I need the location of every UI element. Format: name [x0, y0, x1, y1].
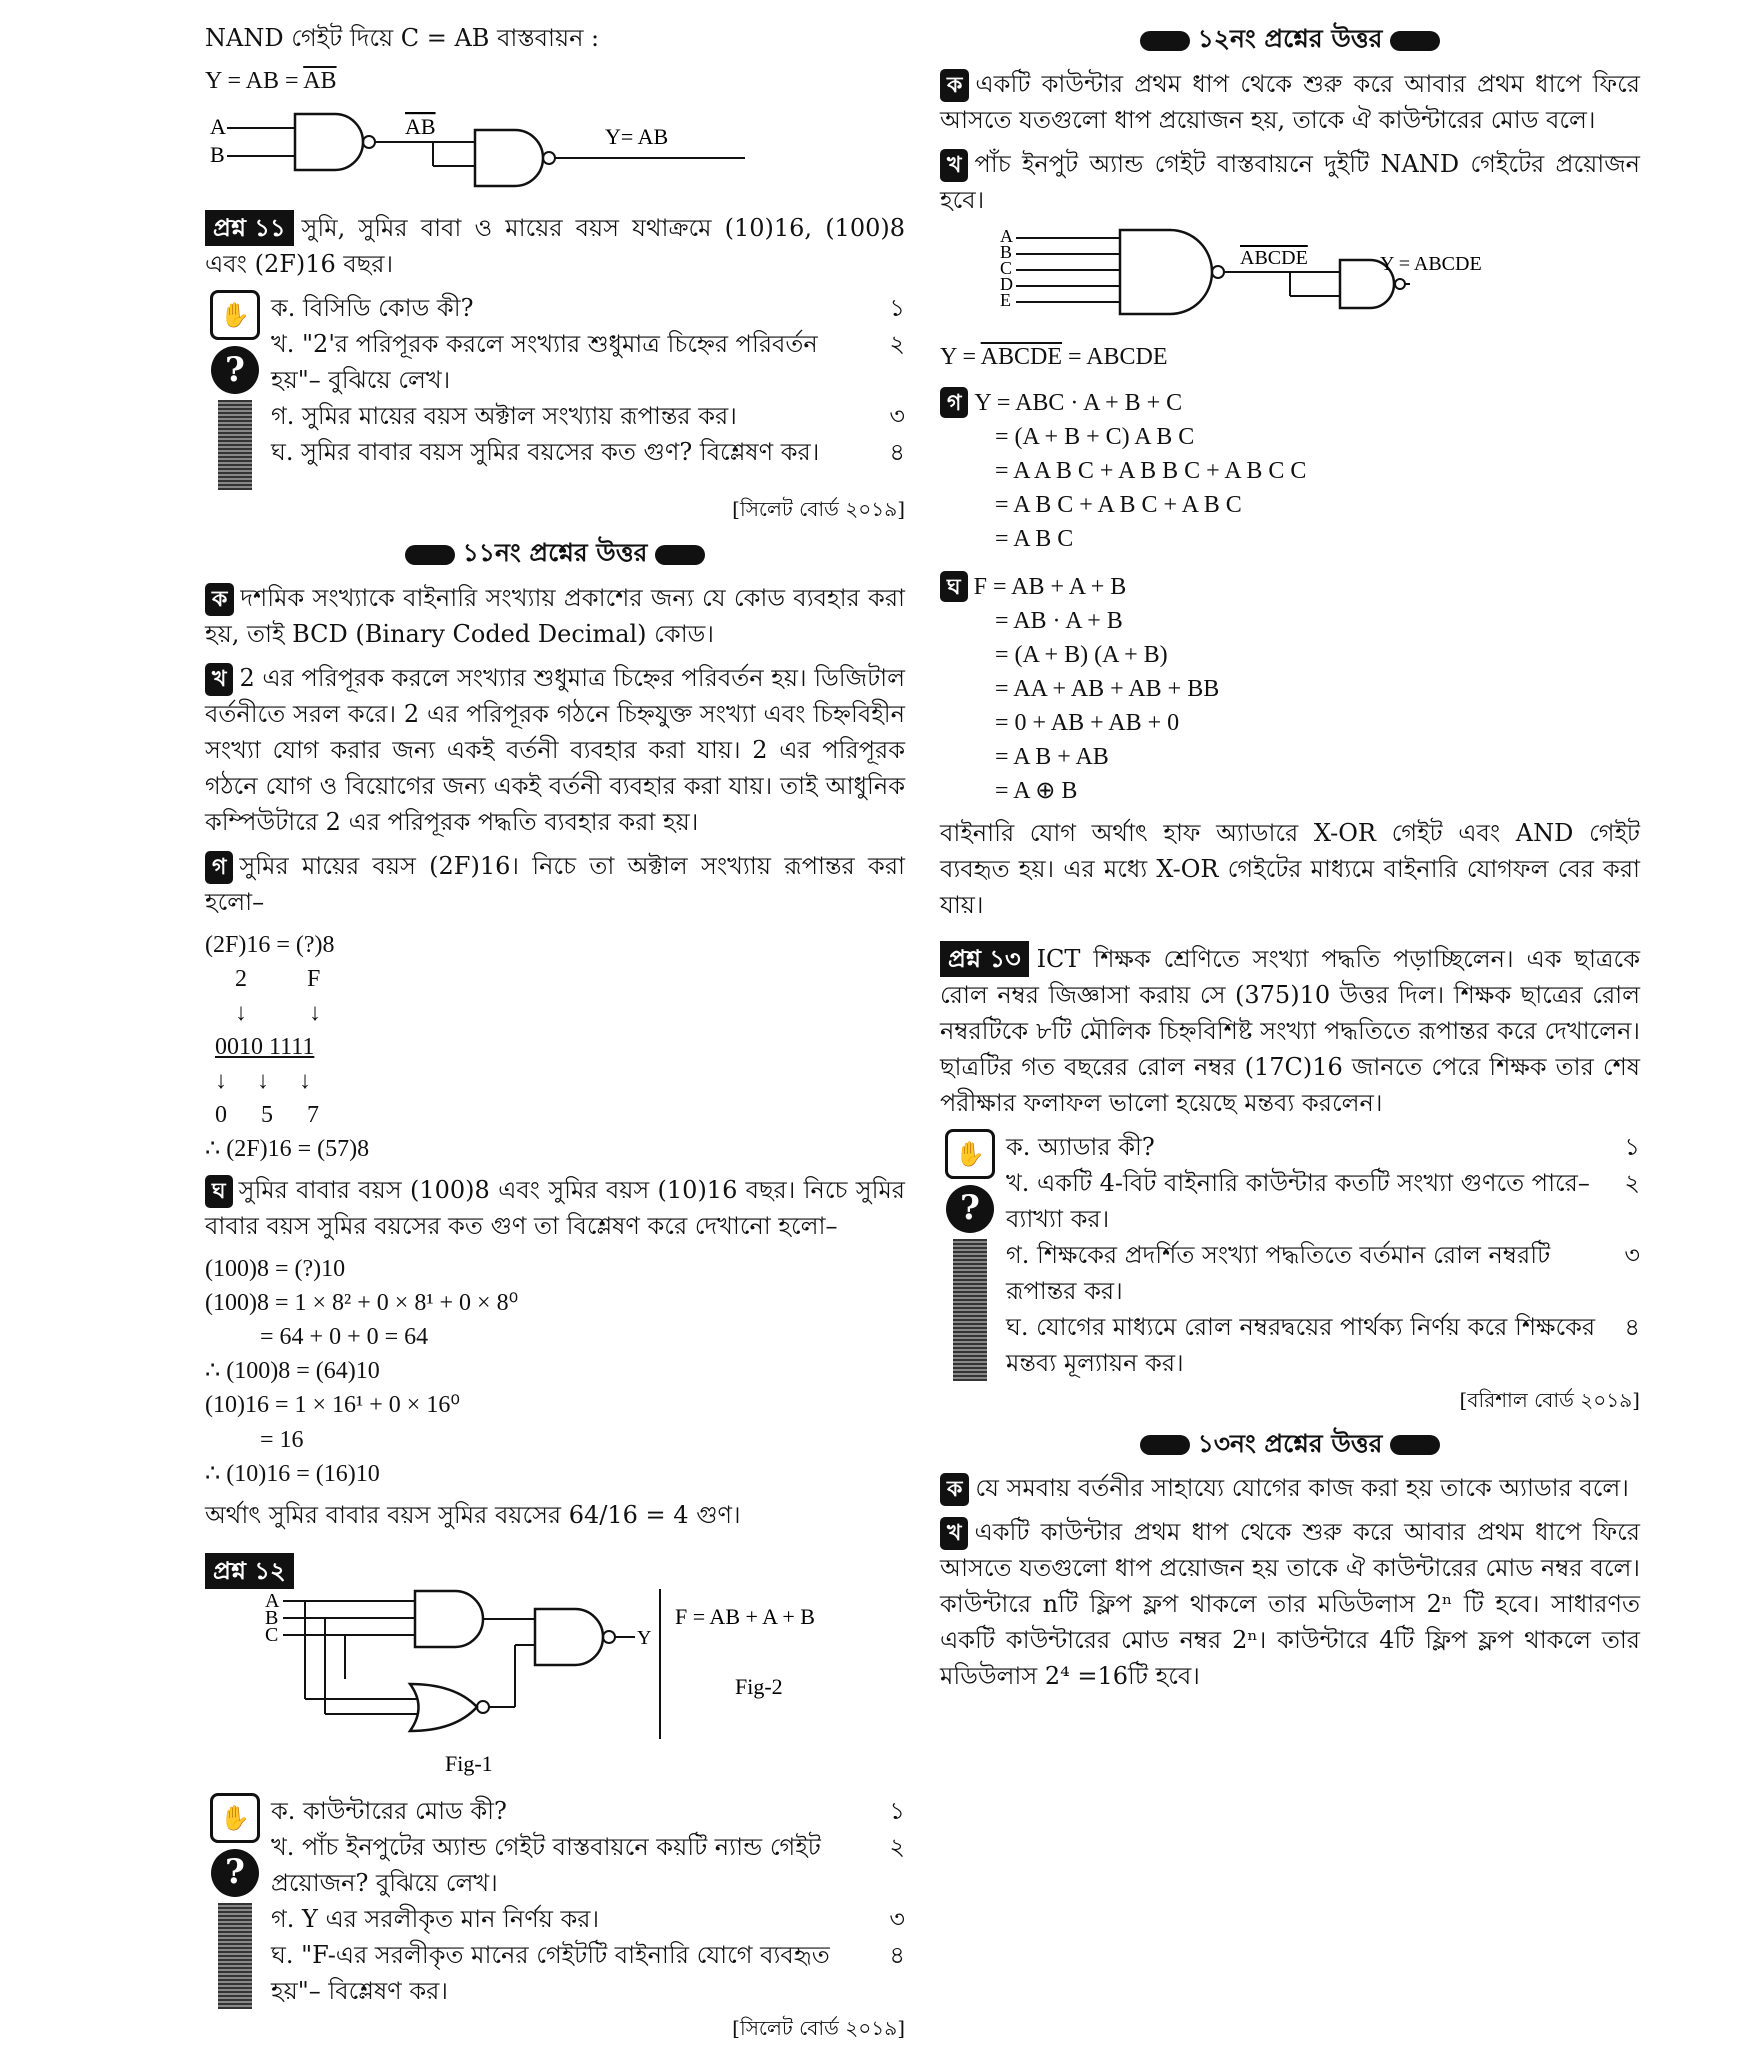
nand-title: NAND গেইট দিয়ে C = AB বাস্তবায়ন :	[205, 24, 600, 52]
a11-ga-conversion: (2F)16 = (?)8 2 F ↓ ↓ 0010 1111 ↓ ↓ ↓ 0 5 7 ∴ (2F)16 = (57)8	[205, 931, 370, 1163]
question-item	[271, 1829, 905, 1901]
intermediate-label: AB	[405, 114, 436, 140]
question-item-text: ঘ. যোগের মাধ্যমে রোল নম্বরদ্বয়ের পার্থক্য নির্ণয় করে শিক্ষকের মন্তব্য মূল্যায়ন কর।	[1006, 1312, 1596, 1377]
q12-fig2-label: Fig-2	[735, 1673, 783, 1699]
question-item	[271, 1901, 905, 1937]
question-item-marks: ১	[889, 1796, 905, 1825]
question-item-text: খ. পাঁচ ইনপুটের অ্যান্ড গেইট বাস্তবায়নে কয়টি ন্যান্ড গেইট প্রয়োজন? বুঝিয়ে লেখ।	[271, 1832, 821, 1897]
question-item-marks: ১	[1624, 1132, 1640, 1161]
input-e-label: E	[1000, 289, 1011, 310]
q13-items	[1006, 1129, 1640, 1381]
a12-ga: গ Y = ABC · A + B + C = (A + B + C) A B C = A A B C + A B B C + A B C C = A B C + A B C + A B C = A B C	[940, 386, 1640, 556]
question-item-marks: ৪	[1624, 1312, 1640, 1341]
q12-nand-gate	[535, 1609, 603, 1665]
question-item	[271, 1937, 905, 2009]
math-line: = 16	[260, 1426, 304, 1453]
nand-gate-1	[295, 114, 363, 170]
q11-stem: সুমি, সুমির বাবা ও মায়ের বয়স যথাক্রমে (10)16, (100)8 এবং (2F)16 বছর।	[205, 214, 905, 279]
question-item	[1006, 1129, 1640, 1165]
input-a-label: A	[210, 114, 226, 140]
question-item	[1006, 1309, 1640, 1381]
question-item-marks: ২	[889, 330, 905, 359]
creative-question-icon: ✋ ?	[205, 290, 265, 490]
q12-nor-gate	[410, 1684, 477, 1731]
question-item-marks: ২	[889, 1832, 905, 1861]
answer-12-heading: ১২নং প্রশ্নের উত্তর	[940, 20, 1640, 58]
q12-output-y: Y	[637, 1626, 652, 1649]
question-item-marks: ৩	[889, 402, 905, 431]
q13-board: [বরিশাল বোর্ড ২০১৯]	[1459, 1387, 1640, 1412]
math-line: = 64 + 0 + 0 = 64	[260, 1324, 429, 1351]
math-line: ∴ (10)16 = (16)10	[205, 1460, 380, 1487]
creative-question-icon: ✋ ?	[940, 1129, 1000, 1381]
question-item-text: ঘ. "F-এর সরলীকৃত মানের গেইটটি বাইনারি যোগে ব্যবহৃত হয়"– বিশ্লেষণ কর।	[271, 1940, 830, 2005]
q12-input-c: C	[265, 1623, 279, 1646]
q13-label: প্রশ্ন ১৩	[940, 941, 1029, 977]
question-item-marks: ৪	[889, 438, 905, 467]
output-label: Y = ABCDE	[1380, 252, 1482, 275]
a11-ga: গ সুমির মায়ের বয়স (2F)16। নিচে তা অক্টাল সংখ্যায় রূপান্তর করা হলো–	[205, 851, 905, 916]
q12-and-gate	[415, 1591, 483, 1647]
question-item-text: ক. কাউন্টারের মোড কী?	[271, 1796, 507, 1825]
a12-gha-end: বাইনারি যোগ অর্থাৎ হাফ অ্যাডারে X-OR গেইট এবং AND গেইট ব্যবহৃত হয়। এর মধ্যে X-OR গেইটের মাধ্যমে বাইনারি যোগফল বের করা যায়।	[940, 818, 1640, 919]
output-label: Y= AB	[605, 124, 669, 150]
five-input-and-diagram	[940, 226, 1500, 326]
question-item-text: খ. "2'র পরিপূরক করলে সংখ্যার শুধুমাত্র চিহ্নের পরিবর্তন হয়"– বুঝিয়ে লেখ।	[271, 330, 818, 395]
q12-circuit-diagram	[205, 1589, 885, 1779]
question-item-text: গ. শিক্ষকের প্রদর্শিত সংখ্যা পদ্ধতিতে বর্তমান রোল নম্বরটি রূপান্তর কর।	[1006, 1240, 1551, 1305]
a12-ka: ক একটি কাউন্টার প্রথম ধাপ থেকে শুরু করে আবার প্রথম ধাপে ফিরে আসতে যতগুলো ধাপ প্রয়োজন হয়, তাকে ঐ কাউন্টারের মোড বলে।	[940, 69, 1640, 134]
question-item	[1006, 1237, 1640, 1309]
nand-gate-1	[1120, 230, 1212, 314]
input-b-label: B	[1000, 241, 1013, 262]
a11-gha: ঘ সুমির বাবার বয়স (100)8 এবং সুমির বয়স (10)16 বছর। নিচে সুমির বাবার বয়স সুমির বয়সের কত গুণ তা বিশ্লেষণ করে দেখানো হলো–	[205, 1176, 905, 1241]
q12-fig1-label: Fig-1	[445, 1750, 493, 1776]
q11-items	[271, 290, 905, 490]
q11-label: প্রশ্ন ১১	[205, 210, 294, 246]
input-c-label: C	[1000, 257, 1013, 278]
a11-gha-math	[205, 1252, 905, 1491]
a13-kha: খ একটি কাউন্টার প্রথম ধাপ থেকে শুরু করে আবার প্রথম ধাপে ফিরে আসতে যতগুলো ধাপ প্রয়োজন হয় তাকে ঐ কাউন্টারের মোড নম্বর বলে। কাউন্টারে nটি ফ্লিপ ফ্লপ থাকলে তার মডিউলাস 2ⁿ টি হবে। সাধারণত একটি কাউন্টারের মোড নম্বর 2ⁿ। কাউন্টারে 4টি ফ্লিপ ফ্লপ থাকলে তার মডিউলাস 2⁴ =16টি হবে।	[940, 1518, 1640, 1691]
q12-input-b: B	[265, 1606, 279, 1629]
math-line: (100)8 = 1 × 8² + 0 × 8¹ + 0 × 8⁰	[205, 1290, 519, 1317]
question-item	[271, 290, 905, 326]
a11-ka: ক দশমিক সংখ্যাকে বাইনারি সংখ্যায় প্রকাশের জন্য যে কোড ব্যবহার করা হয়, তাই BCD (Binary Coded Decimal) কোড।	[205, 583, 905, 648]
right-column	[940, 20, 1640, 1702]
a12-kha: খ পাঁচ ইনপুট অ্যান্ড গেইট বাস্তবায়নে দুইটি NAND গেইটের প্রয়োজন হবে।	[940, 149, 1640, 214]
question-item-marks: ৩	[889, 1904, 905, 1933]
math-line: (10)16 = 1 × 16¹ + 0 × 16⁰	[205, 1392, 460, 1419]
answer-13-heading: ১৩নং প্রশ্নের উত্তর	[940, 1425, 1640, 1463]
q13-stem: ICT শিক্ষক শ্রেণিতে সংখ্যা পদ্ধতি পড়াচ্ছিলেন। এক ছাত্রকে রোল নম্বর জিজ্ঞাসা করায় সে (375)10 উত্তর দিল। শিক্ষক ছাত্রের রোল নম্বরটিকে ৮টি মৌলিক চিহ্নবিশিষ্ট সংখ্যা পদ্ধতিতে রূপান্তর করে দেখালেন। ছাত্রটির গত বছরের রোল নম্বর (17C)16 জানতে পেরে শিক্ষক তার শেষ পরীক্ষার ফলাফল ভালো হয়েছে মন্তব্য করলেন।	[940, 944, 1640, 1117]
nand-circuit-diagram	[205, 104, 765, 194]
q12-f-expression: F = AB + A + B	[675, 1603, 815, 1629]
left-column	[205, 20, 905, 2053]
a12-kha-equation: Y = ABCDE = ABCDE	[940, 343, 1168, 370]
input-b-label: B	[210, 142, 225, 168]
question-item-text: ঘ. সুমির বাবার বয়স সুমির বয়সের কত গুণ? বিশ্লেষণ কর।	[271, 438, 820, 467]
question-item	[271, 398, 905, 434]
answer-11-heading: ১১নং প্রশ্নের উত্তর	[205, 534, 905, 572]
question-item-text: গ. Y এর সরলীকৃত মান নির্ণয় কর।	[271, 1904, 600, 1933]
question-item	[1006, 1165, 1640, 1237]
a11-gha-end: অর্থাৎ সুমির বাবার বয়স সুমির বয়সের 64/16 = 4 গুণ।	[205, 1500, 741, 1529]
nand-equation: Y = AB = $\overline{AB}$	[205, 68, 337, 94]
input-a-label: A	[1000, 225, 1013, 246]
question-item	[271, 326, 905, 398]
math-line: ∴ (100)8 = (64)10	[205, 1358, 380, 1385]
question-item-marks: ২	[1624, 1168, 1640, 1197]
question-item-text: ক. বিসিডি কোড কী?	[271, 294, 474, 323]
question-item-marks: ৩	[1624, 1240, 1640, 1269]
q12-board: [সিলেট বোর্ড ২০১৯]	[732, 2015, 905, 2040]
intermediate-label: ABCDE	[1240, 246, 1308, 269]
q11-board: [সিলেট বোর্ড ২০১৯]	[732, 497, 905, 522]
a12-gha: ঘ F = AB + A + B = AB · A + B = (A + B) (A + B) = AA + AB + AB + BB = 0 + AB + AB + 0 = A B + AB = A ⊕ B	[940, 570, 1640, 809]
a11-kha: খ 2 এর পরিপূরক করলে সংখ্যার শুধুমাত্র চিহ্নের পরিবর্তন হয়। ডিজিটাল বর্তনীতে সরল করে। 2 এর পরিপূরক গঠনে চিহ্নযুক্ত সংখ্যা এবং চিহ্নবিহীন সংখ্যা যোগ করার জন্য একই বর্তনী ব্যবহার করা যায়। 2 এর পরিপূরক গঠনে যোগ ও বিয়োগের জন্য একই বর্তনী ব্যবহার করা যায়। তাই আধুনিক কম্পিউটারে 2 এর পরিপূরক পদ্ধতি ব্যবহার করা হয়।	[205, 663, 905, 836]
q12-label: প্রশ্ন ১২	[205, 1553, 294, 1589]
question-item-text: খ. একটি 4-বিট বাইনারি কাউন্টার কতটি সংখ্যা গুণতে পারে– ব্যাখ্যা কর।	[1006, 1168, 1590, 1233]
q12-input-a: A	[265, 1589, 280, 1612]
question-item-text: গ. সুমির মায়ের বয়স অক্টাল সংখ্যায় রূপান্তর কর।	[271, 402, 737, 431]
question-11	[205, 210, 905, 524]
a13-ka: ক যে সমবায় বর্তনীর সাহায্যে যোগের কাজ করা হয় তাকে অ্যাডার বলে।	[940, 1470, 1640, 1506]
creative-question-icon: ✋ ?	[205, 1793, 265, 2009]
math-line: (100)8 = (?)10	[205, 1256, 346, 1283]
question-13	[940, 941, 1640, 1415]
question-item-marks: ৪	[889, 1940, 905, 1969]
question-item-marks: ১	[889, 294, 905, 323]
q12-items	[271, 1793, 905, 2009]
question-item	[271, 1793, 905, 1829]
question-12	[205, 1553, 905, 2043]
input-d-label: D	[1000, 273, 1013, 294]
question-item	[271, 434, 905, 470]
question-item-text: ক. অ্যাডার কী?	[1006, 1132, 1155, 1161]
nand-gate-2	[475, 130, 543, 186]
